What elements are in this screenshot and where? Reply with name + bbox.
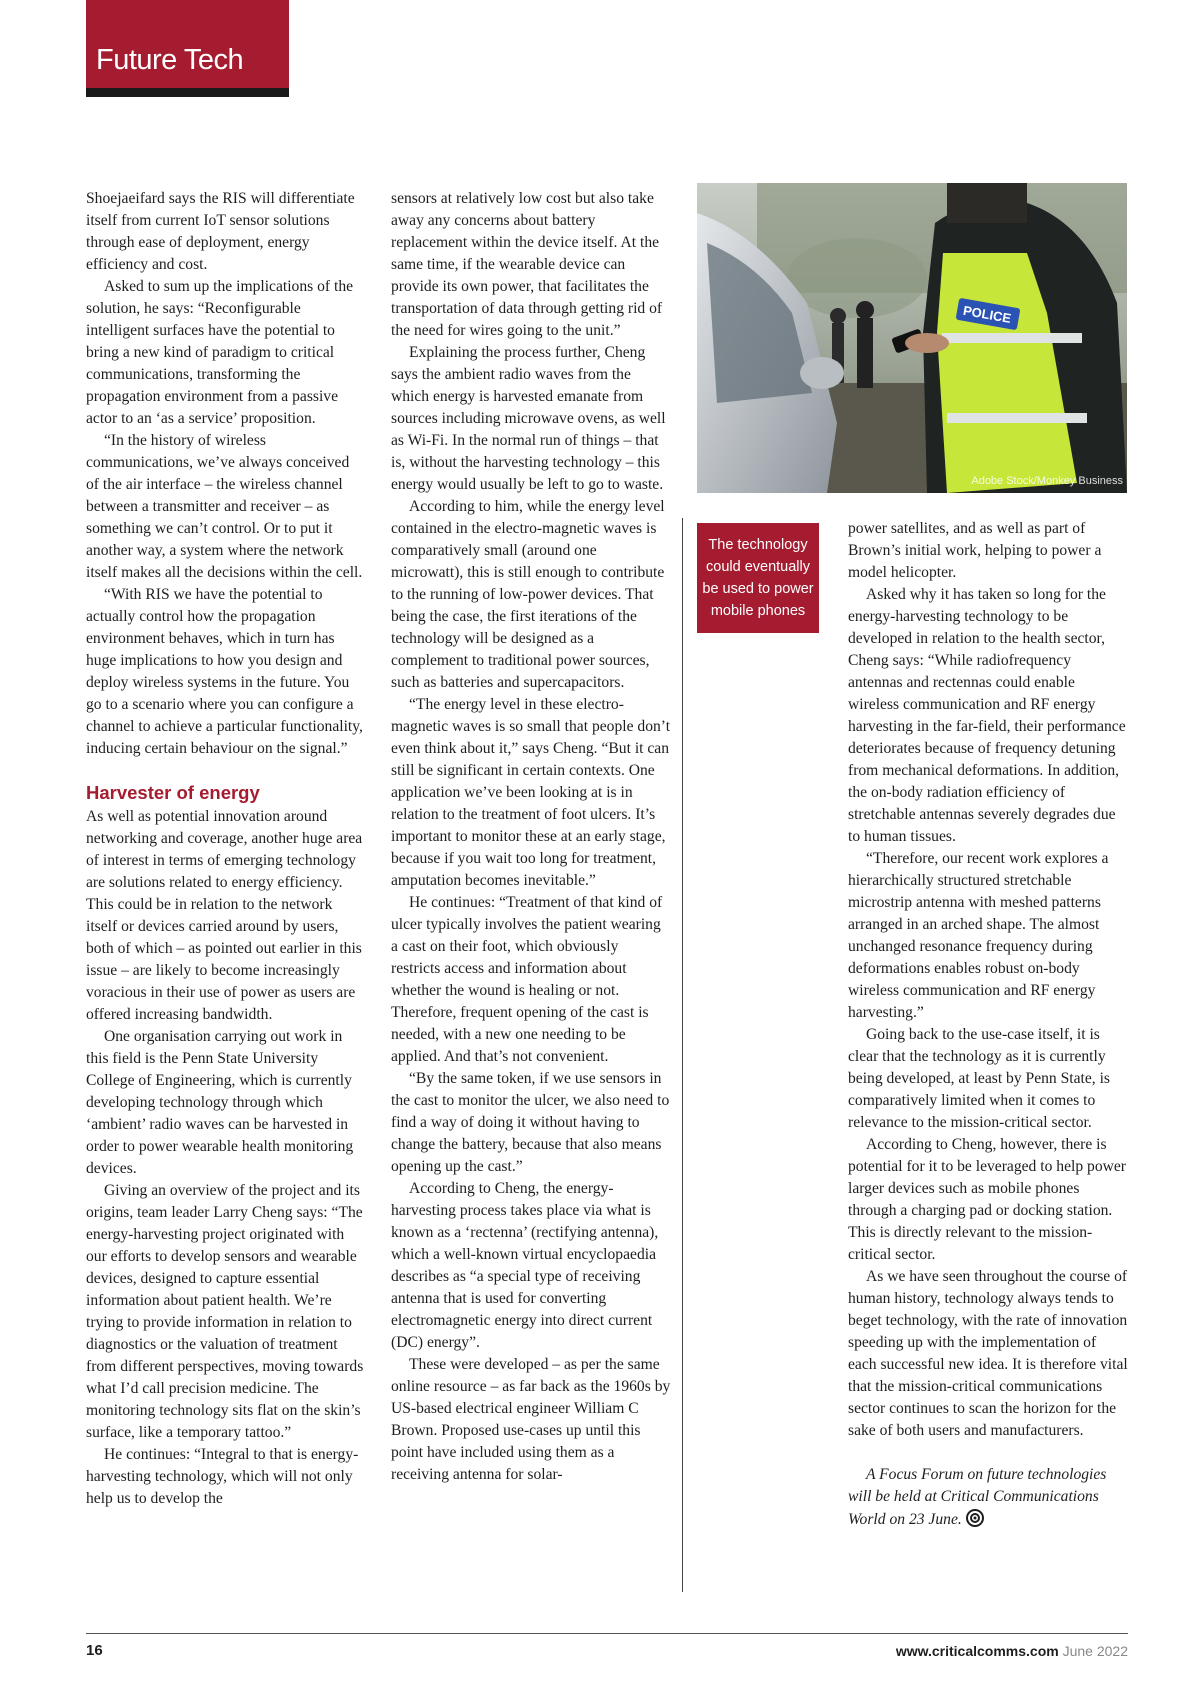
paragraph: He continues: “Integral to that is energy-harvesting technology, which will not only help us to develop the bbox=[86, 1446, 359, 1507]
article-column-1 bbox=[86, 188, 366, 1510]
photo-credit: Adobe Stock/Monkey Business bbox=[971, 475, 1123, 487]
paragraph: Shoejaeifard says the RIS will differentiate itself from current IoT sensor solutions through ease of deployment, energy efficiency and cost. bbox=[86, 190, 355, 273]
paragraph: Giving an overview of the project and its origins, team leader Larry Cheng says: “The energy-harvesting project originated with our efforts to develop sensors and wearable devices, designed to capture essential information about patient health. We’re trying to provide information in relation to diagnostics or the valuation of treatment from different perspectives, moving towards what I’d call precision medicine. The monitoring technology sits flat on the skin’s surface, like a temporary tattoo.” bbox=[86, 1182, 364, 1441]
paragraph: According to Cheng, however, there is potential for it to be leveraged to help power larger devices such as mobile phones through a charging pad or docking station. This is directly relevant to the mission-critical sector. bbox=[848, 1136, 1126, 1263]
footer-info bbox=[896, 1643, 1128, 1659]
footer-rule bbox=[86, 1633, 1128, 1634]
section-tab-underline bbox=[86, 88, 289, 97]
magazine-logo-icon bbox=[964, 1508, 986, 1528]
section-label: Future Tech bbox=[96, 44, 244, 76]
footnote-text: A Focus Forum on future technologies will be held at Critical Communications World on 23 June. bbox=[848, 1466, 1107, 1528]
paragraph: Asked why it has taken so long for the energy-harvesting technology to be developed in relation to the health sector, Cheng says: “While radiofrequency antennas and rectennas could enable wireless communication and RF energy harvesting in the far-field, their performance deteriorates because of frequency detuning from mechanical deformations. In addition, the on-body radiation efficiency of stretchable antennas severely degrades due to human tissues. bbox=[848, 586, 1126, 845]
paragraph: power satellites, and as well as part of Brown’s initial work, helping to power a model helicopter. bbox=[848, 520, 1102, 581]
website-link[interactable]: www.criticalcomms.com bbox=[895, 1643, 1059, 1659]
paragraph: “In the history of wireless communications, we’ve always conceived of the air interface – the wireless channel between a transmitter and receiver – as something we can’t control. Or to put it another way, a system where the network itself makes all the decisions within the cell. bbox=[86, 432, 363, 581]
paragraph: “With RIS we have the potential to actually control how the propagation environment behaves, which in turn has huge implications to how you design and deploy wireless systems in the future. You go to a scenario where you can configure a channel to achieve a particular functionality, inducing certain behaviour on the signal.” bbox=[86, 586, 363, 757]
paragraph: “Therefore, our recent work explores a hierarchically structured stretchable microstrip antenna with meshed patterns arranged in an arched shape. The almost unchanged resonance frequency during deformations enables robust on-body wireless communication and RF energy harvesting.” bbox=[848, 850, 1109, 1021]
paragraph: As well as potential innovation around networking and coverage, another huge area of interest in terms of emerging technology are solutions related to energy efficiency. This could be in relation to the network itself or devices carried around by users, both of which – as pointed out earlier in this issue – are likely to become increasingly voracious in their use of power as users are offered increasing bandwidth. bbox=[86, 808, 363, 1023]
paragraph: “The energy level in these electro-magnetic waves is so small that people don’t even think about it,” says Cheng. “But it can still be significant in certain contexts. One application we’ve been looking at is in relation to the treatment of foot ulcers. It’s important to monitor these at an early stage, because if you wait too long for treatment, amputation becomes inevitable.” bbox=[391, 696, 671, 889]
issue-date: June 2022 bbox=[1062, 1643, 1128, 1659]
event-footnote bbox=[848, 1464, 1128, 1531]
paragraph: One organisation carrying out work in this field is the Penn State University College of Engineering, which is currently developing technology through which ‘ambient’ radio waves can be harvested in order to power wearable health monitoring devices. bbox=[86, 1028, 354, 1177]
paragraph: As we have seen throughout the course of human history, technology always tends to beget technology, with the rate of innovation speeding up with the implementation of each successful new idea. It is therefore vital that the mission-critical communications sector continues to scan the horizon for the sake of both users and manufacturers. bbox=[848, 1268, 1128, 1439]
paragraph: These were developed – as per the same online resource – as far back as the 1960s by US-based electrical engineer William C Brown. Proposed use-cases up until this point have included using them as a receiving antenna for solar- bbox=[391, 1356, 671, 1483]
page-number: 16 bbox=[86, 1642, 103, 1659]
article-photo bbox=[697, 183, 1127, 493]
paragraph: According to Cheng, the energy-harvesting process takes place via what is known as a ‘rectenna’ (rectifying antenna), which a well-known virtual encyclopaedia describes as “a special type of receiving antenna that is used for converting electromagnetic energy into direct current (DC) energy”. bbox=[391, 1180, 659, 1351]
paragraph: Explaining the process further, Cheng says the ambient radio waves from the which energy is harvested emanate from sources including microwave ovens, as well as Wi-Fi. In the normal run of things – that is, without the harvesting technology – this energy would usually be left to go to waste. bbox=[391, 344, 666, 493]
paragraph: He continues: “Treatment of that kind of ulcer typically involves the patient wearing a cast on their foot, which obviously restricts access and information about whether the wound is healing or not. Therefore, frequent opening of the cast is needed, with a new one needing to be applied. And that’s not convenient. bbox=[391, 894, 663, 1065]
paragraph: “By the same token, if we use sensors in the cast to monitor the ulcer, we also need to find a way of doing it without having to change the battery, because that also means opening up the cast.” bbox=[391, 1070, 670, 1175]
pull-quote: The technology could eventually be used to power mobile phones bbox=[697, 523, 819, 633]
paragraph: Asked to sum up the implications of the solution, he says: “Reconfigurable intelligent surfaces have the potential to bring a new kind of paradigm to critical communications, transforming the propagation environment from a passive actor to an ‘as a service’ proposition. bbox=[86, 278, 354, 427]
vest-label: POLICE bbox=[961, 302, 1013, 326]
paragraph: According to him, while the energy level contained in the electro-magnetic waves is comparatively small (around one microwatt), this is still enough to contribute to the running of low-power devices. That being the case, the first iterations of the technology will be designed as a complement to traditional power sources, such as batteries and supercapacitors. bbox=[391, 498, 665, 691]
article-column-3 bbox=[848, 518, 1128, 1531]
paragraph: Going back to the use-case itself, it is clear that the technology as it is currently being developed, at least by Penn State, is comparatively limited when it comes to relevance to the mission-critical sector. bbox=[848, 1026, 1111, 1131]
police-officer-photo bbox=[697, 183, 1127, 493]
paragraph: sensors at relatively low cost but also take away any concerns about battery replacement within the device itself. At the same time, if the wearable device can provide its own power, that facilitates the transportation of data through getting rid of the need for wires going to the unit.” bbox=[391, 190, 663, 339]
subheading: Harvester of energy bbox=[86, 782, 260, 803]
article-column-2 bbox=[391, 188, 671, 1486]
column-divider bbox=[682, 518, 683, 1592]
